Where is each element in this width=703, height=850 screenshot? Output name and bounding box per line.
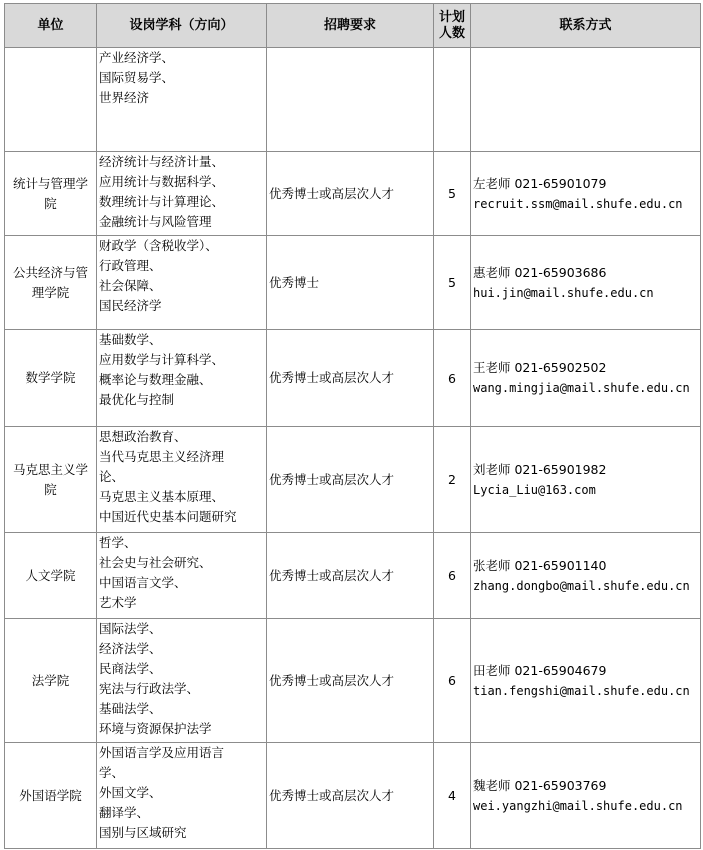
discipline-line: 世界经济 xyxy=(99,90,150,105)
contact-cell xyxy=(471,533,701,619)
requirement-cell: 优秀博士或高层次人才 xyxy=(267,427,434,533)
discipline-line: 数理统计与计算理论、 xyxy=(99,194,225,209)
table-row xyxy=(5,48,701,152)
table-row xyxy=(5,619,701,743)
discipline-line: 财政学（含税收学）、 xyxy=(99,238,218,253)
requirement-cell: 优秀博士或高层次人才 xyxy=(267,743,434,849)
discipline-line: 行政管理、 xyxy=(99,258,162,273)
discipline-line: 国民经济学 xyxy=(99,298,162,313)
table-row xyxy=(5,236,701,330)
table-row xyxy=(5,743,701,849)
discipline-line: 基础数学、 xyxy=(99,332,162,347)
discipline-line: 国际贸易学、 xyxy=(99,70,175,85)
table-row xyxy=(5,152,701,236)
discipline-cell xyxy=(97,48,267,152)
contact-cell xyxy=(471,427,701,533)
count-cell: 6 xyxy=(434,330,471,427)
unit-cell: 数学学院 xyxy=(5,330,97,427)
count-cell: 2 xyxy=(434,427,471,533)
discipline-line: 马克思主义基本原理、 xyxy=(99,489,225,504)
unit-cell xyxy=(5,48,97,152)
discipline-line: 应用数学与计算科学、 xyxy=(99,352,225,367)
contact-cell xyxy=(471,330,701,427)
requirement-cell: 优秀博士或高层次人才 xyxy=(267,330,434,427)
count-cell: 5 xyxy=(434,236,471,330)
count-cell: 5 xyxy=(434,152,471,236)
discipline-line: 翻译学、 xyxy=(99,805,150,820)
header-count xyxy=(434,4,471,48)
contact-name-phone: 田老师 021-65904679 xyxy=(473,662,607,678)
requirement-cell: 优秀博士 xyxy=(267,236,434,330)
discipline-line: 中国近代史基本问题研究 xyxy=(99,509,237,524)
discipline-line: 民商法学、 xyxy=(99,661,162,676)
header-requirement: 招聘要求 xyxy=(267,4,434,48)
contact-cell xyxy=(471,48,701,152)
contact-email: tian.fengshi@mail.shufe.edu.cn xyxy=(473,683,690,698)
discipline-cell xyxy=(97,533,267,619)
discipline-line: 学、 xyxy=(99,765,125,780)
discipline-cell xyxy=(97,236,267,330)
table-row xyxy=(5,533,701,619)
header-row xyxy=(5,4,701,48)
unit-cell: 马克思主义学院 xyxy=(5,427,97,533)
discipline-cell xyxy=(97,330,267,427)
count-cell: 6 xyxy=(434,533,471,619)
discipline-line: 金融统计与风险管理 xyxy=(99,214,212,229)
discipline-cell xyxy=(97,619,267,743)
contact-name-phone: 惠老师 021-65903686 xyxy=(473,264,607,280)
discipline-line: 国别与区域研究 xyxy=(99,825,187,840)
header-contact: 联系方式 xyxy=(471,4,701,48)
discipline-cell xyxy=(97,743,267,849)
discipline-line: 最优化与控制 xyxy=(99,392,175,407)
table-row xyxy=(5,330,701,427)
unit-cell: 外国语学院 xyxy=(5,743,97,849)
contact-name-phone: 左老师 021-65901079 xyxy=(473,175,607,191)
contact-email: hui.jin@mail.shufe.edu.cn xyxy=(473,285,654,300)
unit-cell: 法学院 xyxy=(5,619,97,743)
discipline-line: 经济统计与经济计量、 xyxy=(99,154,225,169)
unit-cell: 公共经济与管理学院 xyxy=(5,236,97,330)
discipline-line: 哲学、 xyxy=(99,535,137,550)
count-cell xyxy=(434,48,471,152)
discipline-cell xyxy=(97,152,267,236)
discipline-line: 中国语言文学、 xyxy=(99,575,187,590)
header-count-line2: 人数 xyxy=(438,25,465,41)
header-count-line1: 计划 xyxy=(438,9,465,25)
count-cell: 4 xyxy=(434,743,471,849)
discipline-line: 基础法学、 xyxy=(99,701,162,716)
contact-name-phone: 刘老师 021-65901982 xyxy=(473,461,607,477)
discipline-line: 产业经济学、 xyxy=(99,50,175,65)
discipline-line: 概率论与数理金融、 xyxy=(99,372,212,387)
discipline-line: 社会保障、 xyxy=(99,278,162,293)
requirement-cell xyxy=(267,48,434,152)
requirement-cell: 优秀博士或高层次人才 xyxy=(267,152,434,236)
contact-cell xyxy=(471,236,701,330)
discipline-line: 国际法学、 xyxy=(99,621,162,636)
contact-email: wei.yangzhi@mail.shufe.edu.cn xyxy=(473,798,683,813)
discipline-line: 宪法与行政法学、 xyxy=(99,681,200,696)
discipline-line: 环境与资源保护法学 xyxy=(99,721,212,736)
discipline-line: 应用统计与数据科学、 xyxy=(99,174,225,189)
discipline-line: 当代马克思主义经济理 xyxy=(99,449,225,464)
table-row xyxy=(5,427,701,533)
contact-email: Lycia_Liu@163.com xyxy=(473,482,596,497)
contact-email: wang.mingjia@mail.shufe.edu.cn xyxy=(473,381,690,395)
count-cell: 6 xyxy=(434,619,471,743)
discipline-cell xyxy=(97,427,267,533)
requirement-cell: 优秀博士或高层次人才 xyxy=(267,619,434,743)
discipline-line: 思想政治教育、 xyxy=(99,429,187,444)
discipline-line: 艺术学 xyxy=(99,595,137,610)
requirement-cell: 优秀博士或高层次人才 xyxy=(267,533,434,619)
contact-cell xyxy=(471,619,701,743)
discipline-line: 外国语言学及应用语言 xyxy=(99,745,225,760)
contact-name-phone: 王老师 021-65902502 xyxy=(473,360,607,375)
recruitment-table xyxy=(4,3,701,849)
unit-cell: 统计与管理学院 xyxy=(5,152,97,236)
contact-email: recruit.ssm@mail.shufe.edu.cn xyxy=(473,196,683,211)
unit-cell: 人文学院 xyxy=(5,533,97,619)
discipline-line: 论、 xyxy=(99,469,125,484)
table-body xyxy=(5,48,701,849)
header-unit: 单位 xyxy=(5,4,97,48)
discipline-line: 社会史与社会研究、 xyxy=(99,555,212,570)
contact-cell xyxy=(471,152,701,236)
header-discipline: 设岗学科（方向） xyxy=(97,4,267,48)
contact-email: zhang.dongbo@mail.shufe.edu.cn xyxy=(473,578,690,593)
contact-name-phone: 魏老师 021-65903769 xyxy=(473,777,607,793)
contact-cell xyxy=(471,743,701,849)
contact-name-phone: 张老师 021-65901140 xyxy=(473,557,607,573)
discipline-line: 经济法学、 xyxy=(99,641,162,656)
discipline-line: 外国文学、 xyxy=(99,785,162,800)
